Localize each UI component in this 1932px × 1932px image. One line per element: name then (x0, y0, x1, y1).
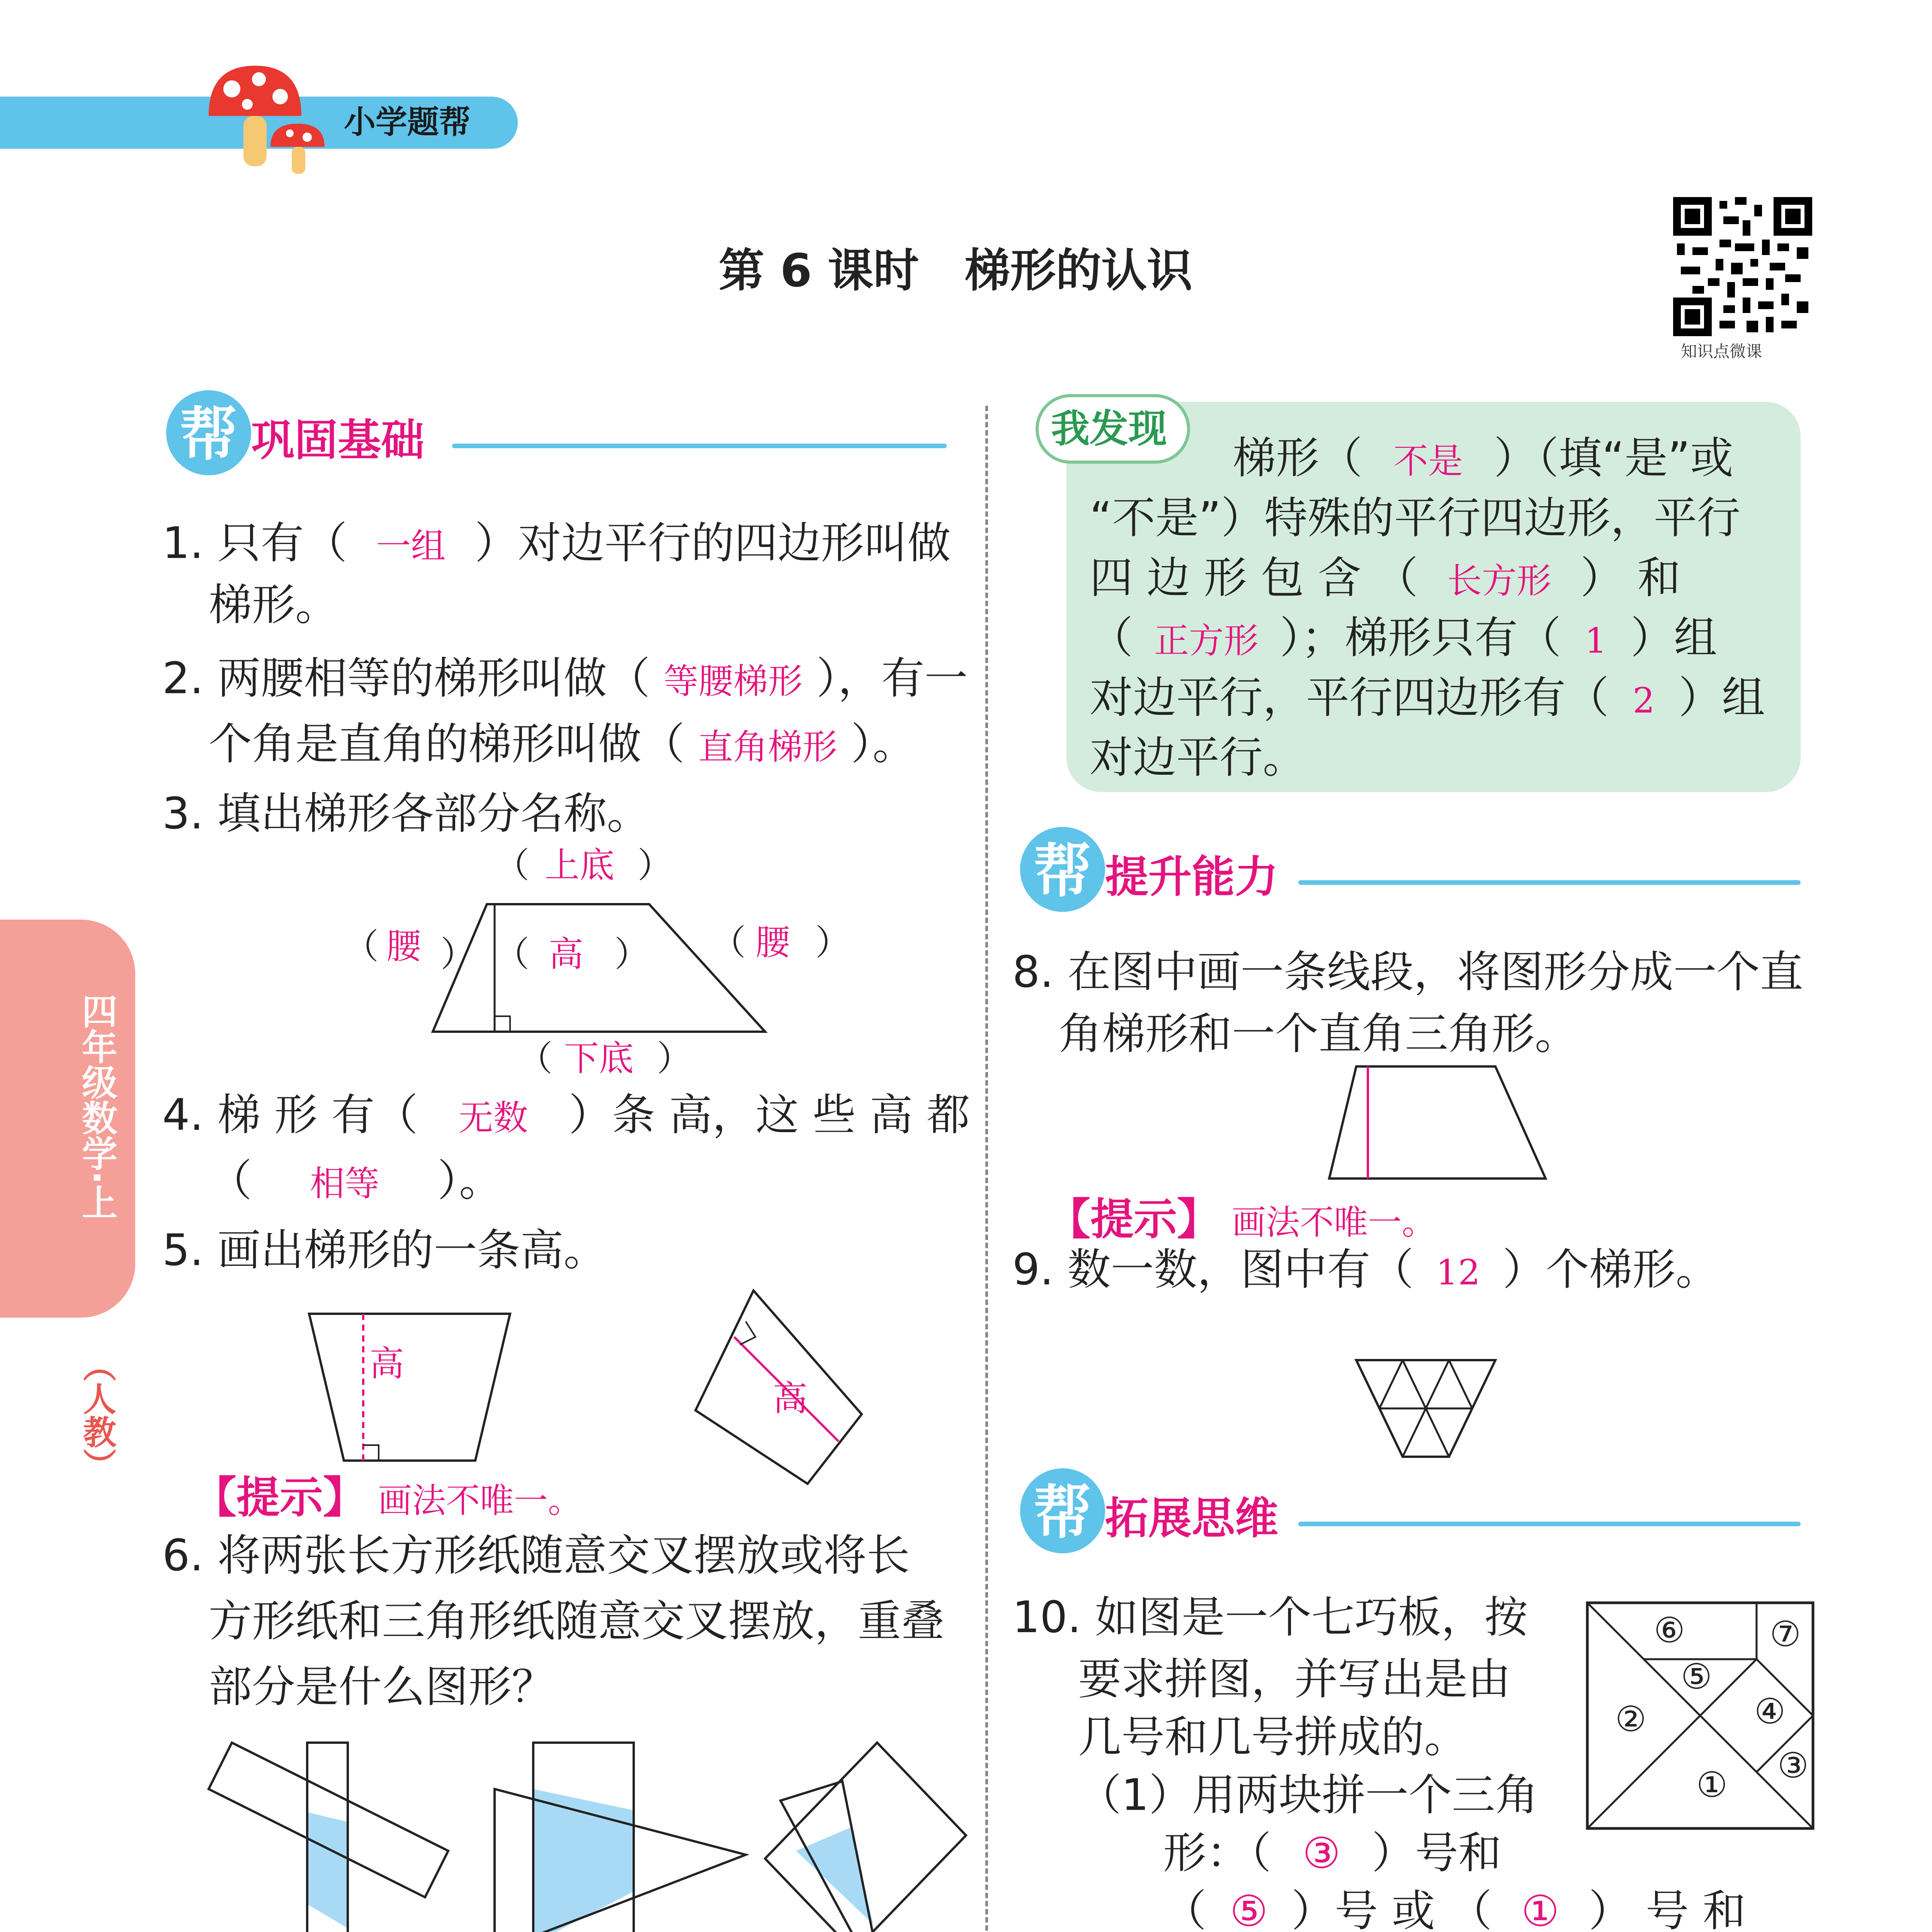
svg-text:（: （ (495, 845, 529, 886)
question-2-cont: 个角是直角的梯形叫做（ 直角梯形 ）。 (209, 715, 916, 777)
question-10-cont: 要求拼图，并写出是由 (1078, 1654, 1511, 1704)
section-mark: 帮 (1034, 838, 1092, 905)
qr-code-icon[interactable] (1669, 193, 1816, 340)
side-tab-grade: 四年级数学·上 (76, 993, 117, 1220)
page-title: 第 6 课时 梯形的认识 (719, 244, 1193, 297)
mushroom-logo-icon (201, 58, 332, 182)
answer-blank[interactable]: ① (1521, 1886, 1560, 1932)
answer-blank[interactable]: 一组 (376, 526, 446, 566)
answer-blank[interactable]: 无数 (458, 1098, 528, 1138)
hint-q8: 【提示】 画法不唯一。 (1047, 1194, 1436, 1245)
question-10-part-1: （1）用两块拼一个三角 (1078, 1770, 1539, 1820)
answer-blank[interactable]: 直角梯形 (698, 727, 837, 767)
tangram-piece-3: ③ (1777, 1745, 1809, 1786)
question-2: 2. 两腰相等的梯形叫做（ 等腰梯形 ），有一 (162, 649, 968, 711)
brand-name: 小学题帮 (344, 104, 471, 141)
discover-label: 我发现 (1051, 406, 1167, 451)
answer-blank[interactable]: 相等 (310, 1163, 379, 1204)
height-label-1: 高 (369, 1344, 404, 1384)
tangram-piece-7: ⑦ (1770, 1614, 1801, 1655)
section-rule (1298, 1522, 1801, 1526)
svg-text:（: （ (495, 934, 529, 975)
column-divider (985, 406, 988, 1932)
section-mark: 帮 (180, 401, 238, 468)
answer-blank[interactable]: 1 (1585, 621, 1607, 661)
discover-line-6: 对边平行。 (1090, 733, 1306, 783)
svg-text:）: ） (614, 934, 649, 975)
discover-line-2: “不是”）特殊的平行四边形，平行 (1090, 493, 1741, 543)
tangram-piece-2: ② (1615, 1699, 1646, 1740)
question-6-cont-2: 部分是什么图形？ (209, 1662, 555, 1712)
svg-text:（: （ (344, 926, 379, 967)
side-tab-edition: （人教） (77, 1349, 116, 1481)
question-5: 5. 画出梯形的一条高。 (162, 1225, 607, 1276)
answer-blank[interactable]: 等腰梯形 (663, 661, 803, 702)
section-rule (1298, 880, 1801, 885)
section-mark: 帮 (1034, 1479, 1092, 1546)
svg-text:）: ） (638, 845, 672, 886)
answer-right-leg: 腰 (755, 922, 790, 963)
question-10-cont-2: 几号和几号拼成的。 (1078, 1712, 1468, 1762)
section-title-improve: 提升能力 (1105, 852, 1278, 902)
answer-blank[interactable]: ③ (1302, 1828, 1341, 1878)
split-trapezoid-figure (1314, 1059, 1561, 1190)
question-3: 3. 填出梯形各部分名称。 (162, 789, 650, 839)
answer-bottom-base: 下底 (564, 1038, 634, 1079)
question-4-cont: （ 相等 ）。 (209, 1151, 502, 1213)
section-rule (452, 444, 947, 448)
svg-text:）: ） (440, 934, 475, 975)
answer-height: 高 (549, 934, 583, 975)
tangram-piece-6: ⑥ (1654, 1610, 1685, 1651)
section-title-extend: 拓展思维 (1105, 1493, 1278, 1544)
tangram-piece-1: ① (1696, 1765, 1728, 1805)
svg-text:（: （ (518, 1038, 553, 1079)
answer-blank[interactable]: 正方形 (1154, 621, 1259, 661)
hint-q5: 【提示】 画法不唯一。 (193, 1473, 582, 1523)
overlap-figures (193, 1735, 981, 1932)
question-10-part-1-cont-2: （ ⑤ ）号 或 （ ① ） 号 和 (1163, 1882, 1746, 1932)
discover-line-3: 四 边 形 包 含 （ 长方形 ） 和 (1090, 549, 1681, 611)
discover-line-4: （ 正方形 ）；梯形只有（ 1 ）组 (1090, 609, 1717, 670)
answer-blank[interactable]: 2 (1633, 680, 1655, 721)
draw-height-figure (294, 1283, 881, 1499)
answer-left-leg: 腰 (386, 926, 421, 967)
question-1-cont: 梯形。 (209, 580, 338, 630)
triangle-grid-figure (1349, 1352, 1503, 1464)
question-10: 10. 如图是一个七巧板，按 (1012, 1592, 1528, 1643)
answer-blank[interactable]: 长方形 (1447, 561, 1552, 601)
answer-blank[interactable]: 不是 (1393, 441, 1463, 481)
tangram-piece-5: ⑤ (1681, 1656, 1712, 1697)
question-6-cont: 方形纸和三角形纸随意交叉摆放，重叠 (209, 1596, 944, 1646)
height-label-2: 高 (773, 1378, 808, 1419)
trapezoid-parts-figure (325, 838, 881, 1086)
question-10-part-1-cont: 形：（ ③ ）号和 (1163, 1824, 1502, 1883)
discover-line-1: 梯形（ 不是 ）（填“是”或 (1233, 429, 1733, 491)
question-6: 6. 将两张长方形纸随意交叉摆放或将长 (162, 1531, 910, 1581)
svg-text:）: ） (815, 922, 850, 963)
qr-caption: 知识点微课 (1681, 342, 1762, 361)
question-9: 9. 数一数，图中有（ 12 ）个梯形。 (1012, 1240, 1719, 1302)
tangram-figure (1584, 1600, 1816, 1832)
answer-top-base: 上底 (545, 845, 614, 886)
question-4: 4. 梯 形 有（ 无数 ）条 高，这 些 高 都 (162, 1086, 970, 1148)
question-1: 1. 只有（ 一组 ）对边平行的四边形叫做 (162, 514, 951, 576)
tangram-piece-4: ④ (1754, 1691, 1786, 1732)
answer-blank[interactable]: 12 (1436, 1252, 1480, 1293)
question-8: 8. 在图中画一条线段，将图形分成一个直 (1012, 947, 1803, 997)
answer-blank[interactable]: ⑤ (1230, 1886, 1268, 1932)
svg-text:（: （ (711, 922, 746, 963)
discover-line-5: 对边平行，平行四边形有（ 2 ）组 (1090, 668, 1765, 730)
question-8-cont: 角梯形和一个直角三角形。 (1059, 1009, 1578, 1059)
svg-text:）: ） (657, 1038, 692, 1079)
section-title-basics: 巩固基础 (251, 415, 424, 466)
